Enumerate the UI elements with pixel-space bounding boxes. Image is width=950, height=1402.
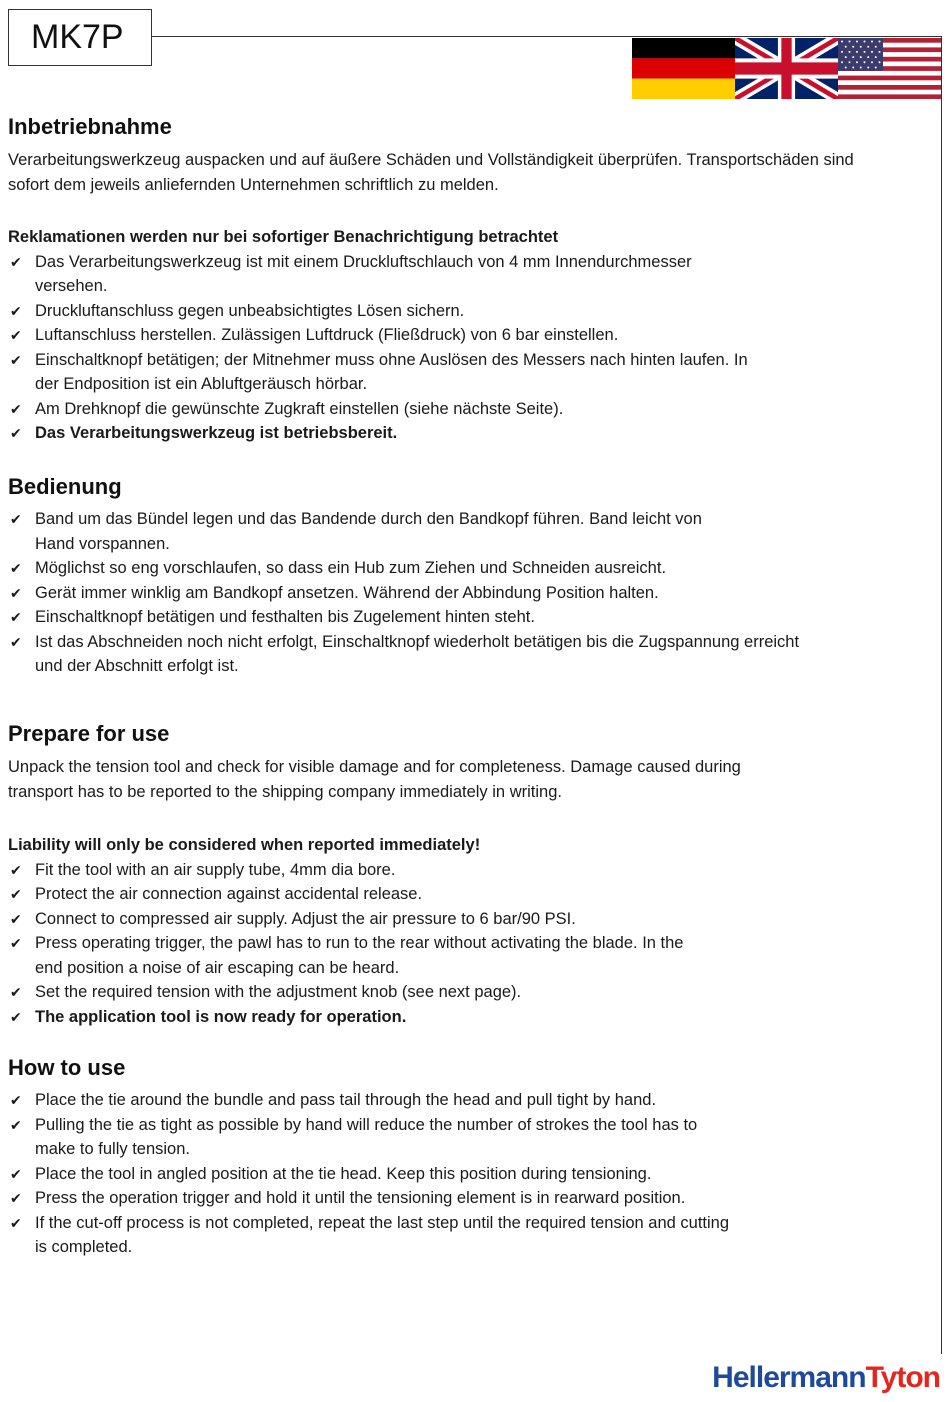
- intro-paragraph: Verarbeitungswerkzeug auspacken und auf äußere Schäden und Vollständigkeit überprüfen. Transportschäden sind sofort dem jeweils anliefernden Unternehmen schriftlich zu melden.: [8, 151, 854, 194]
- list-item: ✔ Fit the tool with an air supply tube, 4mm dia bore.: [8, 858, 868, 883]
- check-icon: ✔: [10, 302, 22, 319]
- german-flag-icon: [632, 38, 735, 99]
- section-inbetriebnahme: [8, 113, 868, 446]
- check-icon: ✔: [10, 1116, 22, 1133]
- list-item: ✔ Band um das Bündel legen und das Bandende durch den Bandkopf führen. Band leicht von Hand vorspannen.: [8, 507, 868, 556]
- list-item: ✔ Druckluftanschluss gegen unbeabsichtigtes Lösen sichern.: [8, 299, 868, 324]
- list-item: ✔ Pulling the tie as tight as possible by hand will reduce the number of strokes the tool has to make to fully tension.: [8, 1113, 868, 1162]
- check-icon: ✔: [10, 886, 22, 902]
- us-flag-icon: [838, 38, 941, 99]
- check-icon: ✔: [10, 1092, 22, 1108]
- check-icon: ✔: [10, 1008, 22, 1025]
- check-icon: ✔: [10, 984, 22, 1000]
- check-icon: ✔: [10, 327, 22, 343]
- section-title: Inbetriebnahme: [8, 114, 172, 139]
- list-item: ✔ Press operating trigger, the pawl has to run to the rear without activating the blade. In the end position a noise of air escaping can be heard.: [8, 931, 868, 980]
- list-item: ✔ Set the required tension with the adjustment knob (see next page).: [8, 980, 868, 1005]
- intro-paragraph: Unpack the tension tool and check for visible damage and for completeness. Damage caused during transport has to be reported to the shipping company immediately in writing.: [8, 758, 741, 801]
- check-icon: ✔: [10, 910, 22, 927]
- header-rule: [152, 36, 942, 37]
- language-flags: [632, 38, 941, 99]
- check-icon: ✔: [10, 253, 22, 270]
- check-icon: ✔: [10, 511, 22, 527]
- check-icon: ✔: [10, 633, 22, 650]
- list-item: ✔ Place the tie around the bundle and pass tail through the head and pull tight by hand.: [8, 1088, 868, 1113]
- check-icon: ✔: [10, 1214, 22, 1231]
- section-title: Prepare for use: [8, 721, 170, 746]
- check-list: [8, 507, 868, 679]
- list-item: ✔ Das Verarbeitungswerkzeug ist mit einem Druckluftschlauch von 4 mm Innendurchmesser versehen.: [8, 250, 868, 299]
- uk-flag-icon: [735, 38, 838, 99]
- check-list: [8, 1088, 868, 1260]
- check-list: [8, 858, 868, 1030]
- check-icon: ✔: [10, 861, 22, 878]
- check-icon: ✔: [10, 609, 22, 625]
- liability-note: Reklamationen werden nur bei sofortiger Benachrichtigung betrachtet: [8, 228, 559, 246]
- check-icon: ✔: [10, 1165, 22, 1182]
- check-icon: ✔: [10, 560, 22, 576]
- section-prepare-for-use: [8, 720, 868, 1029]
- model-title: MK7P: [8, 9, 152, 66]
- list-item: ✔ Möglichst so eng vorschlaufen, so dass ein Hub zum Ziehen und Schneiden ausreicht.: [8, 556, 868, 581]
- check-icon: ✔: [10, 1190, 22, 1206]
- section-title: Bedienung: [8, 474, 122, 499]
- hellermanntyton-logo: HellermannTyton: [712, 1361, 940, 1394]
- check-icon: ✔: [10, 400, 22, 417]
- section-title: How to use: [8, 1055, 126, 1080]
- section-bedienung: [8, 473, 868, 679]
- list-item: ✔ Das Verarbeitungswerkzeug ist betriebsbereit.: [8, 421, 868, 446]
- check-icon: ✔: [10, 584, 22, 601]
- right-border-rule: [941, 36, 942, 1354]
- list-item: ✔ Einschaltknopf betätigen und festhalten bis Zugelement hinten steht.: [8, 605, 868, 630]
- list-item: ✔ Gerät immer winklig am Bandkopf ansetzen. Während der Abbindung Position halten.: [8, 581, 868, 606]
- list-item: ✔ Connect to compressed air supply. Adjust the air pressure to 6 bar/90 PSI.: [8, 907, 868, 932]
- check-icon: ✔: [10, 935, 22, 951]
- list-item: ✔ The application tool is now ready for operation.: [8, 1005, 868, 1030]
- list-item: ✔ Press the operation trigger and hold it until the tensioning element is in rearward position.: [8, 1186, 868, 1211]
- check-icon: ✔: [10, 351, 22, 368]
- list-item: ✔ If the cut-off process is not completed, repeat the last step until the required tension and cutting is completed.: [8, 1211, 868, 1260]
- list-item: ✔ Am Drehknopf die gewünschte Zugkraft einstellen (siehe nächste Seite).: [8, 397, 868, 422]
- check-list: [8, 250, 868, 446]
- list-item: ✔ Protect the air connection against accidental release.: [8, 882, 868, 907]
- list-item: ✔ Luftanschluss herstellen. Zulässigen Luftdruck (Fließdruck) von 6 bar einstellen.: [8, 323, 868, 348]
- check-icon: ✔: [10, 425, 22, 441]
- liability-note: Liability will only be considered when reported immediately!: [8, 836, 481, 854]
- section-how-to-use: [8, 1054, 868, 1260]
- list-item: ✔ Ist das Abschneiden noch nicht erfolgt, Einschaltknopf wiederholt betätigen bis die Zugspannung erreicht und der Abschnitt erfolgt ist.: [8, 630, 868, 679]
- list-item: ✔ Place the tool in angled position at the tie head. Keep this position during tensioning.: [8, 1162, 868, 1187]
- list-item: ✔ Einschaltknopf betätigen; der Mitnehmer muss ohne Auslösen des Messers nach hinten laufen. In der Endposition ist ein Abluftgeräusch hörbar.: [8, 348, 868, 397]
